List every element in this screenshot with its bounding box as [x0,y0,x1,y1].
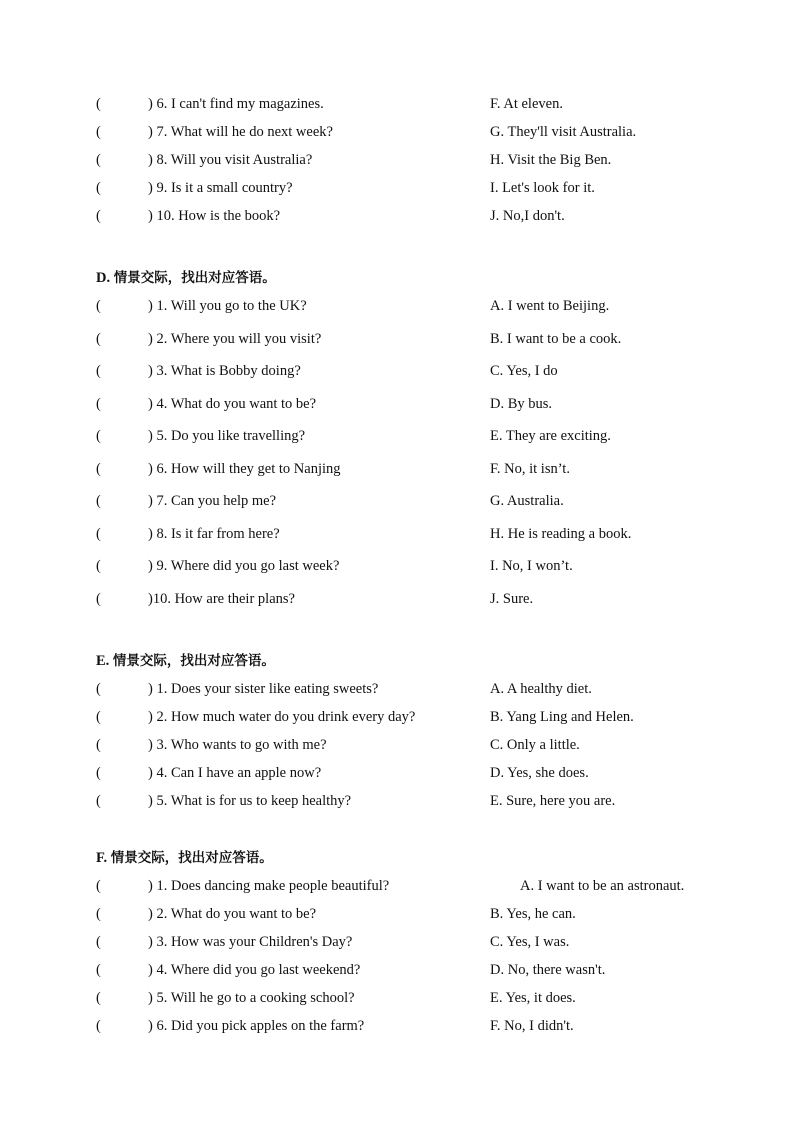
question-text: ) 5. Do you like travelling? [148,428,306,444]
question-text: ) 6. I can't find my magazines. [148,96,324,112]
answer-blank-open: ( [96,493,101,509]
answer-blank-open: ( [96,363,101,379]
answer-blank-open: ( [96,461,101,477]
answer-blank-open: ( [96,396,101,412]
answer-blank-open: ( [96,737,101,753]
answer-option: J. No,I don't. [490,208,565,224]
answer-blank-open: ( [96,878,101,894]
question-text: )10. How are their plans? [148,591,295,607]
answer-option: C. Yes, I was. [490,934,570,950]
answer-blank-open: ( [96,331,101,347]
answer-blank-open: ( [96,96,101,112]
answer-blank-open: ( [96,962,101,978]
question-text: ) 1. Will you go to the UK? [148,298,307,314]
question-text: ) 10. How is the book? [148,208,281,224]
answer-blank-open: ( [96,906,101,922]
answer-option: F. At eleven. [490,96,563,112]
answer-option: D. Yes, she does. [490,765,589,781]
section-instruction: 情景交际，找出对应答语。 [113,270,276,286]
question-text: ) 1. Does dancing make people beautiful? [148,878,390,894]
answer-option: I. No, I won’t. [490,558,573,574]
answer-option: G. They'll visit Australia. [490,124,637,140]
answer-blank-open: ( [96,681,101,697]
answer-option: H. Visit the Big Ben. [490,152,612,168]
answer-option: E. Yes, it does. [490,990,576,1006]
answer-option: G. Australia. [490,493,564,509]
question-text: ) 2. What do you want to be? [148,906,317,922]
answer-blank-open: ( [96,1018,101,1034]
section-letter: D. [96,270,111,286]
answer-option: E. Sure, here you are. [490,793,616,809]
question-text: ) 9. Is it a small country? [148,180,293,196]
answer-option: E. They are exciting. [490,428,611,444]
question-text: ) 7. Can you help me? [148,493,277,509]
answer-blank-open: ( [96,428,101,444]
answer-option: B. Yang Ling and Helen. [490,709,634,725]
section-letter: F. [96,850,108,866]
answer-option: B. Yes, he can. [490,906,576,922]
question-text: ) 4. Where did you go last weekend? [148,962,361,978]
question-text: ) 8. Is it far from here? [148,526,280,542]
question-text: ) 2. Where you will you visit? [148,331,322,347]
answer-option: A. I went to Beijing. [490,298,610,314]
answer-blank-open: ( [96,558,101,574]
answer-option: F. No, it isn’t. [490,461,570,477]
question-text: ) 3. What is Bobby doing? [148,363,301,379]
answer-blank-open: ( [96,180,101,196]
section-heading [96,848,273,868]
question-text: ) 2. How much water do you drink every day? [148,709,416,725]
answer-option: A. A healthy diet. [490,681,592,697]
section-heading [96,268,276,288]
question-text: ) 6. Did you pick apples on the farm? [148,1018,365,1034]
question-text: ) 3. Who wants to go with me? [148,737,327,753]
answer-option: C. Only a little. [490,737,580,753]
question-text: ) 9. Where did you go last week? [148,558,340,574]
section-heading [96,651,275,671]
answer-blank-open: ( [96,793,101,809]
question-text: ) 3. How was your Children's Day? [148,934,353,950]
answer-option: B. I want to be a cook. [490,331,622,347]
answer-blank-open: ( [96,990,101,1006]
answer-blank-open: ( [96,765,101,781]
answer-blank-open: ( [96,934,101,950]
answer-blank-open: ( [96,124,101,140]
question-text: ) 7. What will he do next week? [148,124,333,140]
question-text: ) 4. What do you want to be? [148,396,317,412]
answer-blank-open: ( [96,152,101,168]
answer-option: D. No, there wasn't. [490,962,606,978]
answer-option: C. Yes, I do [490,363,558,379]
question-text: ) 5. Will he go to a cooking school? [148,990,355,1006]
answer-option: H. He is reading a book. [490,526,632,542]
section-letter: E. [96,653,110,669]
question-text: ) 6. How will they get to Nanjing [148,461,341,477]
answer-option: I. Let's look for it. [490,180,595,196]
answer-blank-open: ( [96,298,101,314]
question-text: ) 4. Can I have an apple now? [148,765,322,781]
question-text: ) 1. Does your sister like eating sweets? [148,681,379,697]
answer-option: F. No, I didn't. [490,1018,574,1034]
answer-blank-open: ( [96,208,101,224]
answer-option: A. I want to be an astronaut. [520,878,685,894]
section-instruction: 情景交际，找出对应答语。 [112,653,275,669]
answer-option: D. By bus. [490,396,553,412]
question-text: ) 8. Will you visit Australia? [148,152,313,168]
answer-option: J. Sure. [490,591,534,607]
question-text: ) 5. What is for us to keep healthy? [148,793,352,809]
answer-blank-open: ( [96,709,101,725]
section-instruction: 情景交际，找出对应答语。 [110,850,273,866]
answer-blank-open: ( [96,526,101,542]
answer-blank-open: ( [96,591,101,607]
